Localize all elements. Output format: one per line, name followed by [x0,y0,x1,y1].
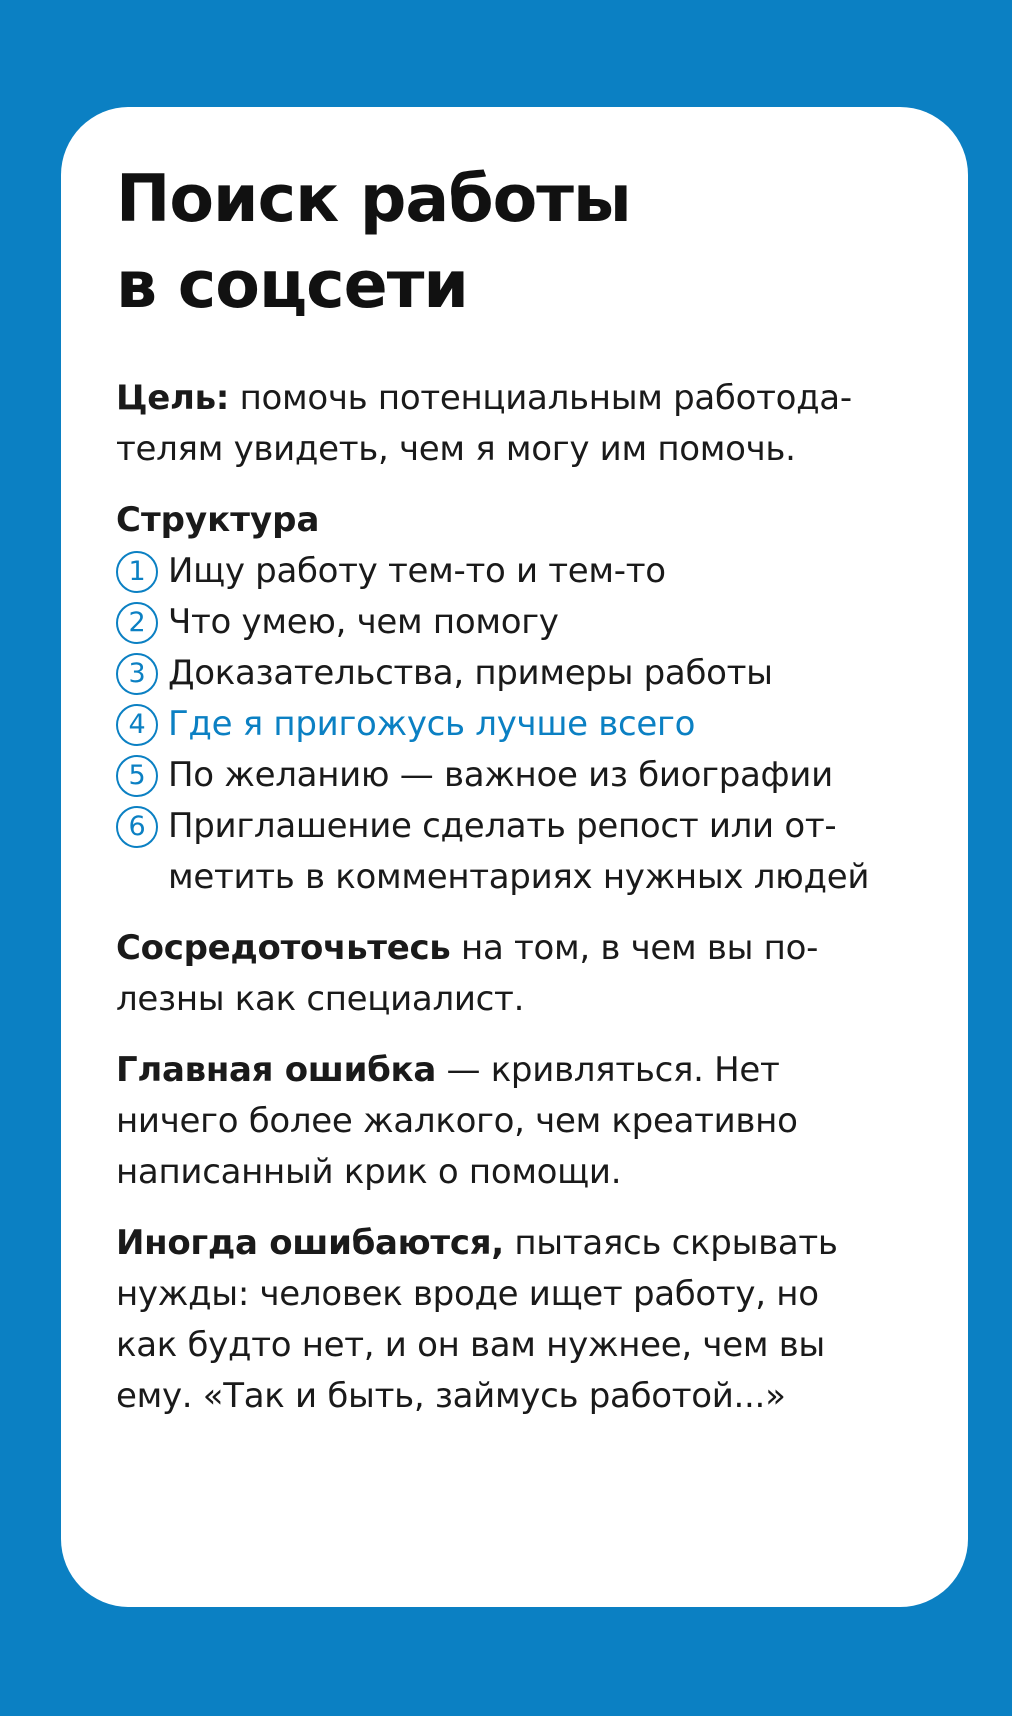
step-number-badge: 1 [116,551,158,593]
step-text: Приглашение сделать репост или от- [168,806,837,846]
sometimes-text: как будто нет, и он вам нужнее, чем вы [116,1325,825,1365]
step-text: Ищу работу тем-то и тем-то [168,551,666,591]
step-text: метить в комментариях нужных людей [168,857,870,897]
mistake-text: написанный крик о помощи. [116,1152,622,1192]
focus-text: на том, в чем вы по- [450,928,819,968]
list-item [116,546,928,597]
sometimes-paragraph [116,1218,928,1422]
step-number-badge: 5 [116,755,158,797]
list-item [116,648,928,699]
list-item-highlighted [116,699,928,750]
sometimes-text: ему. «Так и быть, займусь работой...» [116,1376,786,1416]
step-number-badge: 6 [116,806,158,848]
mistake-text: — кривляться. Нет [435,1050,780,1090]
mistake-label: Главная ошибка [116,1050,436,1090]
focus-text: лезны как специалист. [116,979,525,1019]
step-number-badge: 2 [116,602,158,644]
structure-list [116,546,928,903]
step-text: Где я пригожусь лучше всего [168,704,696,744]
step-text: По желанию — важное из биографии [168,755,833,795]
page-title [116,157,928,329]
title-line: Поиск работы [116,162,631,237]
sometimes-label: Иногда ошибаются, [116,1223,504,1263]
list-item [116,750,928,801]
mistake-text: ничего более жалкого, чем креативно [116,1101,798,1141]
sometimes-text: пытаясь скрывать [503,1223,838,1263]
sometimes-text: нужды: человек вроде ищет работу, но [116,1274,819,1314]
step-number-badge: 4 [116,704,158,746]
list-item [116,801,928,903]
structure-heading: Структура [116,500,320,540]
focus-label: Сосредоточьтесь [116,928,451,968]
goal-paragraph [116,373,928,475]
list-item [116,597,928,648]
step-text: Что умею, чем помогу [168,602,559,642]
goal-text: телям увидеть, чем я могу им помочь. [116,429,796,469]
focus-paragraph [116,923,928,1025]
content-card [61,107,968,1607]
step-number-badge: 3 [116,653,158,695]
step-text: Доказательства, примеры работы [168,653,773,693]
mistake-paragraph [116,1045,928,1198]
title-line: в соцсети [116,248,468,323]
goal-label: Цель: [116,378,230,418]
goal-text: помочь потенциальным работода- [229,378,852,418]
